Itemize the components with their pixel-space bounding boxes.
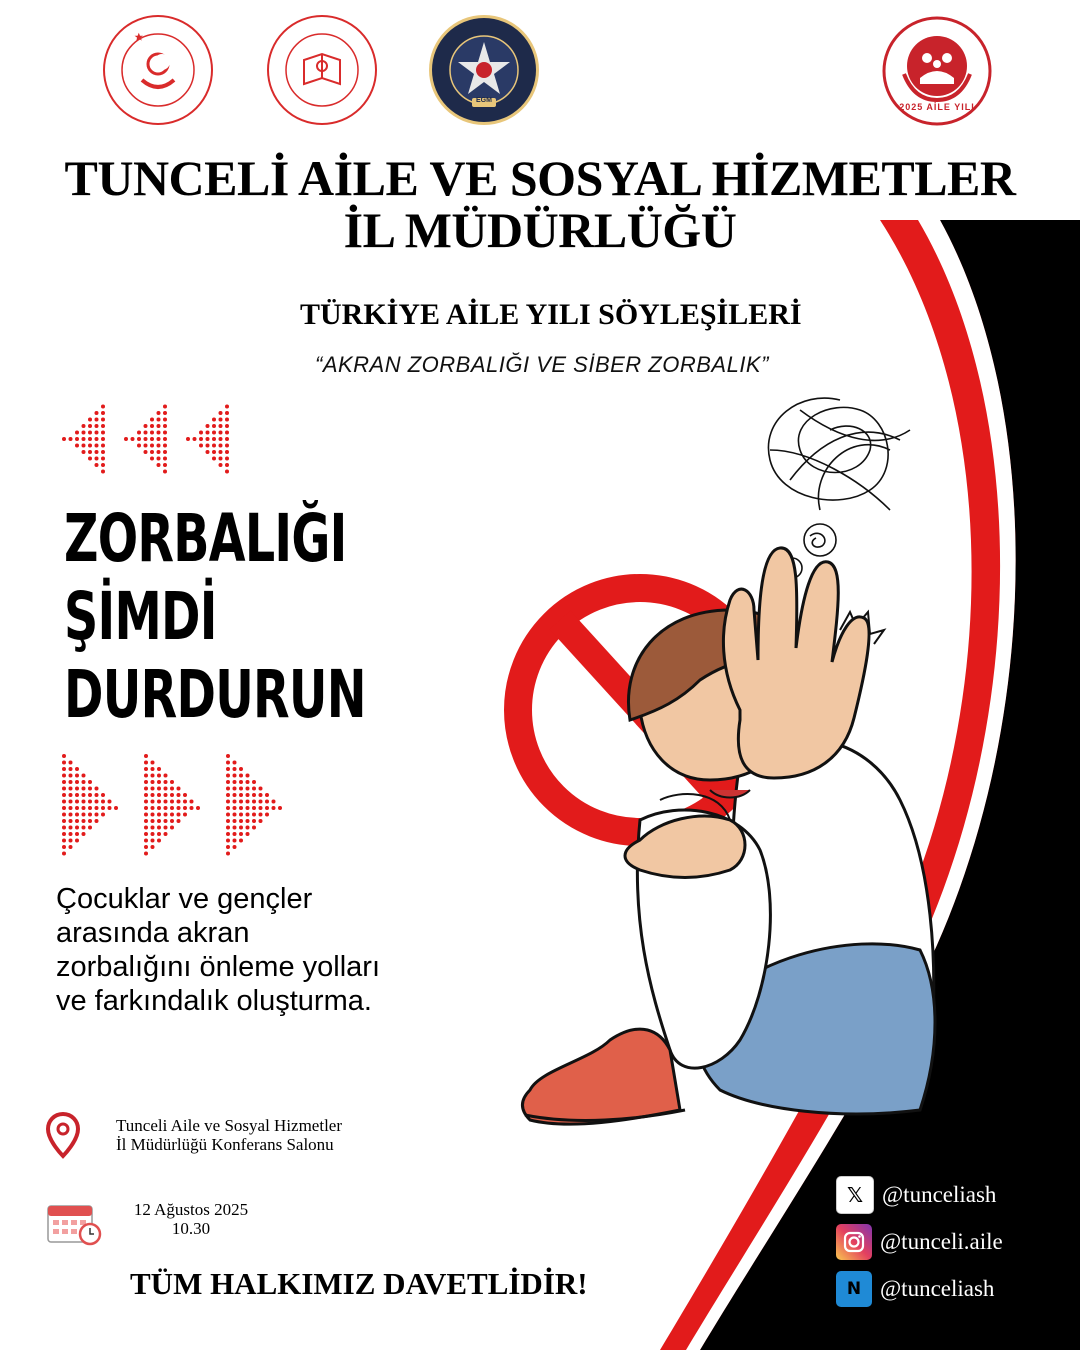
meb-logo xyxy=(266,14,378,126)
bullying-illustration xyxy=(500,380,960,1140)
social-nsosyal[interactable] xyxy=(836,1271,994,1307)
event-time: 10.30 xyxy=(171,1219,211,1238)
x-icon: 𝕏 xyxy=(836,1176,874,1214)
title-line-1: TUNCELİ AİLE VE SOSYAL HİZMETLER xyxy=(64,150,1016,206)
event-location xyxy=(116,1116,342,1154)
instagram-icon xyxy=(836,1224,872,1260)
headline-line-3: DURDURUN xyxy=(64,656,366,733)
event-topic: “AKRAN ZORBALIĞI VE SİBER ZORBALIK” xyxy=(315,352,769,377)
emniyet-badge: EGM xyxy=(476,97,492,104)
headline xyxy=(64,500,366,734)
social-x-handle[interactable]: @tunceliash xyxy=(882,1182,997,1207)
location-line-1: Tunceli Aile ve Sosyal Hizmetler xyxy=(116,1116,343,1135)
social-x[interactable] xyxy=(836,1176,996,1214)
event-series-title: TÜRKİYE AİLE YILI SÖYLEŞİLERİ xyxy=(300,298,802,331)
dotted-right-arrows xyxy=(60,754,290,860)
map-pin-icon xyxy=(46,1112,80,1160)
social-instagram-handle[interactable]: @tunceli.aile xyxy=(880,1229,1003,1254)
headline-line-1: ZORBALIĞI xyxy=(64,500,347,577)
dotted-left-arrows xyxy=(60,398,240,480)
location-line-2: İl Müdürlüğü Konferans Salonu xyxy=(116,1135,334,1154)
aile-yili-logo xyxy=(882,16,992,126)
calendar-icon xyxy=(46,1200,102,1246)
invitation-text: TÜM HALKIMIZ DAVETLİDİR! xyxy=(130,1266,588,1301)
title-line-2: İL MÜDÜRLÜĞÜ xyxy=(343,202,737,258)
social-nsosyal-handle[interactable]: @tunceliash xyxy=(880,1276,995,1301)
headline-line-2: ŞİMDİ xyxy=(64,578,217,655)
event-day: 12 Ağustos 2025 xyxy=(133,1200,249,1219)
aile-yili-caption: 2025 AİLE YILI xyxy=(899,102,975,112)
page-title xyxy=(0,152,1080,256)
social-instagram[interactable] xyxy=(836,1224,1003,1260)
event-description: Çocuklar ve gençler arasında akran zorbalığını önleme yolları ve farkındalık oluşturma. xyxy=(56,883,380,1017)
nsosyal-icon: N xyxy=(836,1271,872,1307)
event-date xyxy=(126,1200,256,1238)
aile-bakanligi-logo xyxy=(102,14,214,126)
emniyet-logo xyxy=(428,14,540,126)
